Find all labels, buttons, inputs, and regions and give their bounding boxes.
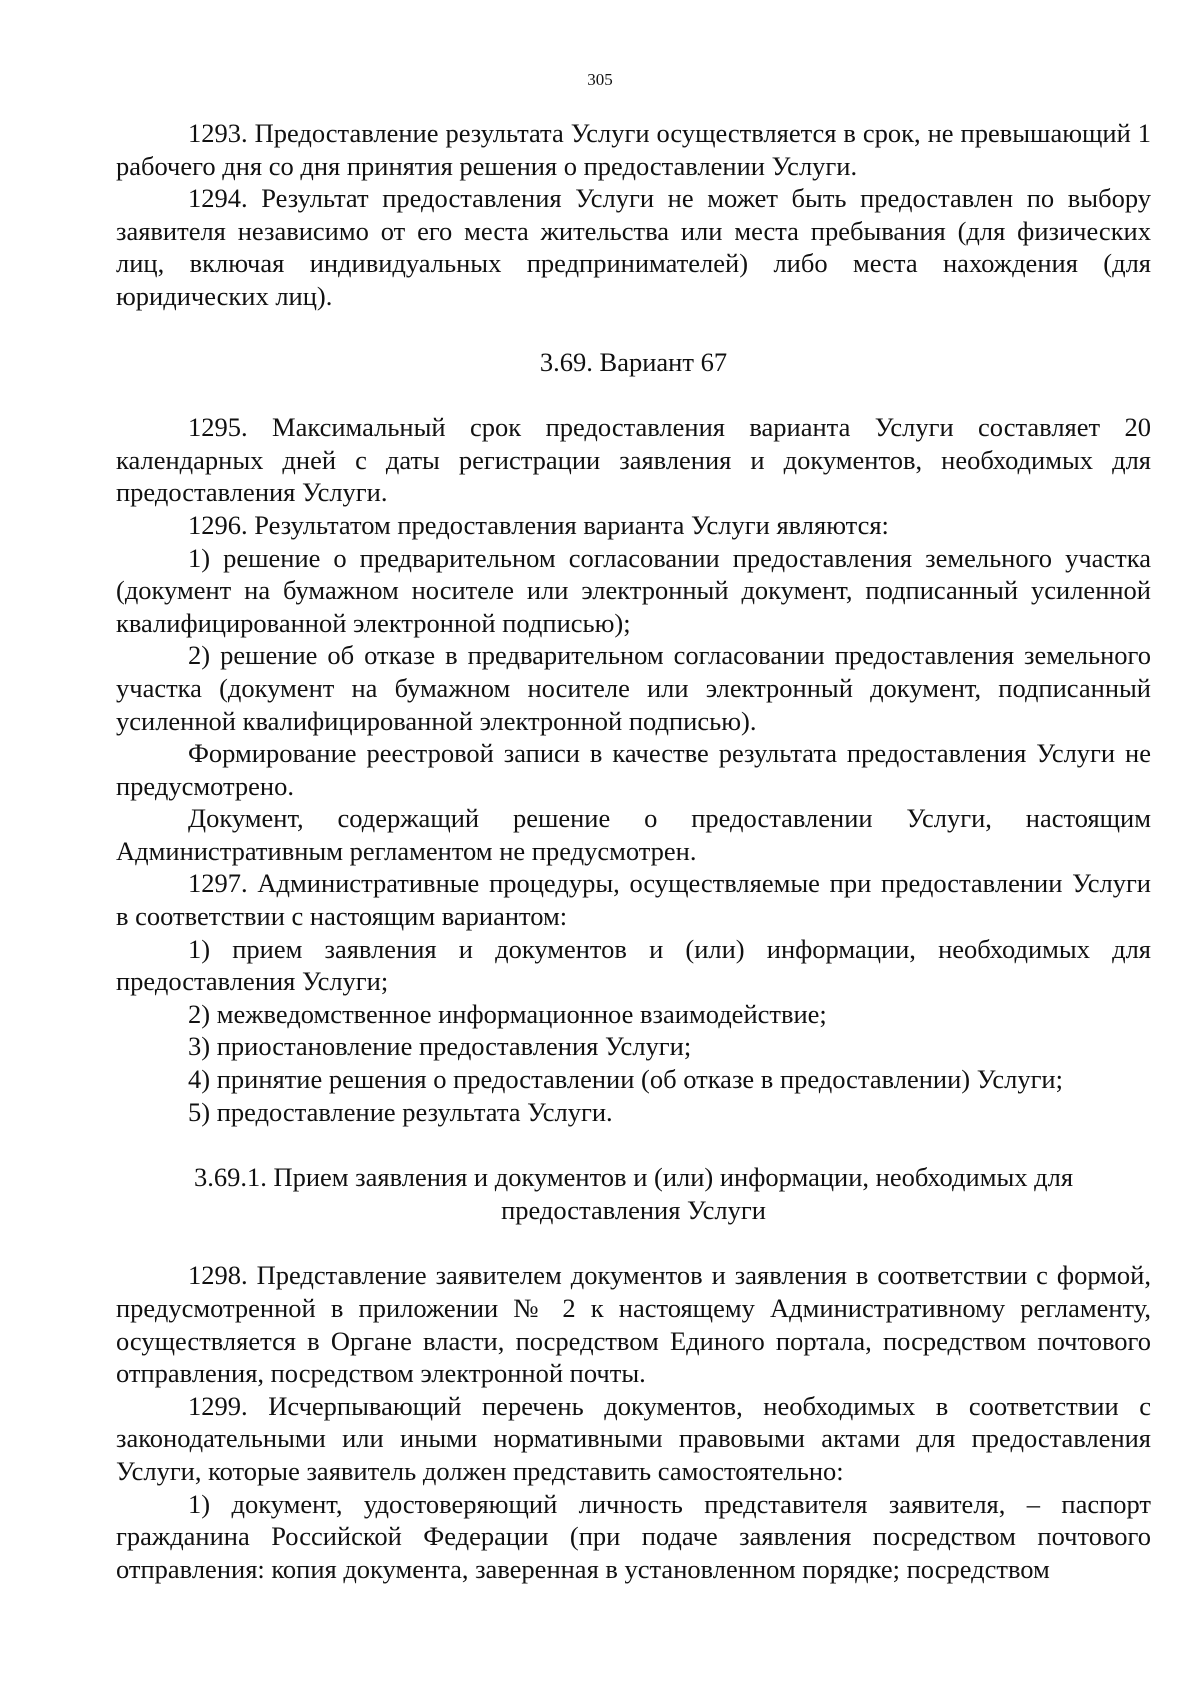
paragraph-1299: 1299. Исчерпывающий перечень документов, необходимых в соответствии с законодательными или иными нормативными правовыми актами для предоставления Услуги, которые заявитель должен представить самостоятельно: bbox=[116, 1390, 1151, 1486]
paragraph-1297: 1297. Административные процедуры, осуществляемые при предоставлении Услуги в соответствии с настоящим вариантом: bbox=[116, 868, 1151, 932]
list-item-procedure-4: 4) принятие решения о предоставлении (об отказе в предоставлении) Услуги; bbox=[188, 1064, 1063, 1095]
subsection-heading-3-69-1: 3.69.1. Прием заявления и документов и (или) информации, необходимых для предоставления Услуги bbox=[193, 1162, 1074, 1225]
section-heading-3-69: 3.69. Вариант 67 bbox=[539, 346, 728, 377]
paragraph-1294: 1294. Результат предоставления Услуги не может быть предоставлен по выбору заявителя независимо от его места жительства или места пребывания (для физических лиц, включая индивидуальных предпринимателей) либо места нахождения (для юридических лиц). bbox=[116, 183, 1151, 311]
document-body bbox=[116, 117, 1151, 1585]
paragraph-1298: 1298. Представление заявителем документов и заявления в соответствии с формой, предусмотренной в приложении № 2 к настоящему Административному регламенту, осуществляется в Органе власти, посредством Единого портала, посредством почтового отправления, посредством электронной почты. bbox=[116, 1260, 1151, 1389]
paragraph-registry-record: Формирование реестровой записи в качестве результата предоставления Услуги не предусмотрено. bbox=[116, 738, 1151, 801]
page-number: 305 bbox=[587, 70, 613, 89]
paragraph-decision-document: Документ, содержащий решение о предоставлении Услуги, настоящим Административным регламентом не предусмотрен. bbox=[116, 803, 1151, 866]
list-item-procedure-2: 2) межведомственное информационное взаимодействие; bbox=[188, 998, 827, 1029]
list-item-procedure-3: 3) приостановление предоставления Услуги; bbox=[188, 1031, 692, 1062]
list-item-result-2: 2) решение об отказе в предварительном согласовании предоставления земельного участка (документ на бумажном носителе или электронный документ, подписанный усиленной квалифицированной электронной подписью). bbox=[116, 640, 1151, 736]
paragraph-1295: 1295. Максимальный срок предоставления варианта Услуги составляет 20 календарных дней с даты регистрации заявления и документов, необходимых для предоставления Услуги. bbox=[116, 412, 1151, 508]
paragraph-1296: 1296. Результатом предоставления варианта Услуги являются: bbox=[188, 509, 889, 540]
list-item-procedure-5: 5) предоставление результата Услуги. bbox=[188, 1096, 613, 1127]
list-item-result-1: 1) решение о предварительном согласовании предоставления земельного участка (документ на бумажном носителе или электронный документ, подписанный усиленной квалифицированной электронной подписью); bbox=[116, 542, 1151, 638]
paragraph-1293: 1293. Предоставление результата Услуги осуществляется в срок, не превышающий 1 рабочего дня со дня принятия решения о предоставлении Услуги. bbox=[116, 118, 1151, 181]
subsection-heading-wrap bbox=[116, 1161, 1151, 1226]
list-item-document-1: 1) документ, удостоверяющий личность представителя заявителя, – паспорт гражданина Российской Федерации (при подаче заявления посредством почтового отправления: копия документа, заверенная в установленном порядке; посредством bbox=[116, 1488, 1151, 1584]
list-item-procedure-1: 1) прием заявления и документов и (или) информации, необходимых для предоставления Услуги; bbox=[116, 933, 1151, 997]
